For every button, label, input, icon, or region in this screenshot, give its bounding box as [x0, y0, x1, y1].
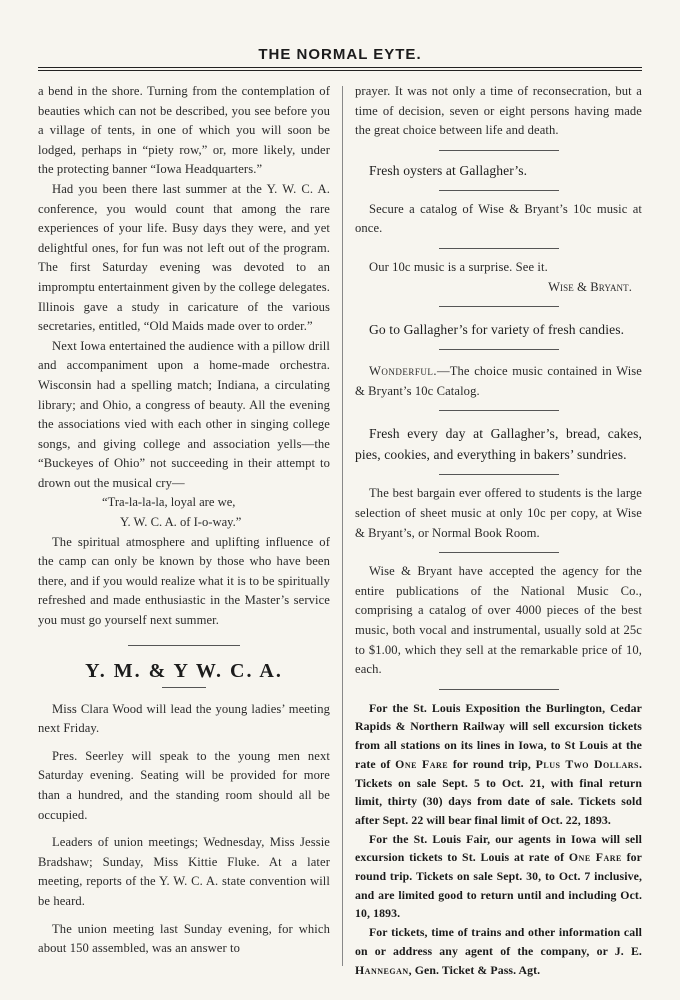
ad-divider — [439, 150, 559, 151]
page-title: THE NORMAL EYTE. — [258, 46, 422, 63]
heading-underline — [162, 687, 206, 688]
ad-divider — [439, 689, 559, 690]
ad-wonderful — [355, 362, 642, 401]
column-divider — [342, 86, 343, 966]
ad-variety: Go to Gallagher’s for variety of fresh candies. — [369, 322, 625, 338]
fare-term: One Fare — [395, 756, 449, 771]
railway-notice — [355, 699, 642, 980]
notice-paragraph: Miss Clara Wood will lead the young ladies’ meeting next Friday. — [38, 701, 330, 736]
notice-paragraph: The union meeting last Sunday evening, for which about 150 assembled, was an answer to — [38, 921, 330, 956]
verse-line: “Tra-la-la-la, loyal are we, — [102, 495, 236, 510]
ad-signature: Wise & Bryant. — [548, 279, 632, 294]
ad-divider — [439, 306, 559, 307]
verse-line: Y. W. C. A. of I-o-way.” — [120, 515, 242, 530]
article-paragraph: Had you been there last summer at the Y. W. C. A. conference, you would count that among the rare experiences of your life. Busy days they were, and yet delightful ones, for fun was not left out of the program. The first Saturday evening was devoted to an impromptu entertainment given by the college delegates. Illinois gave a study in caricature of the various secretaries, entitled, “Old Maids made over to order.” — [38, 181, 330, 334]
left-column — [38, 82, 330, 959]
railway-paragraph — [355, 923, 642, 979]
right-column — [355, 82, 642, 979]
section-heading: Y. M. & Y W. C. A. — [85, 659, 283, 682]
article-paragraph: The spiritual atmosphere and uplifting influence of the camp can only be known by those who have been there, and if you would realize what it is to be spiritually refreshed and made enthusiastic in the Master’s service you must go yourself next summer. — [38, 534, 330, 628]
notice-paragraph: Pres. Seerley will speak to the young men next Saturday evening. Seating will be provided for more than a hundred, and the standing room should all be occupied. — [38, 748, 330, 822]
ad-divider — [439, 410, 559, 411]
ad-catalog: Secure a catalog of Wise & Bryant’s 10c music at once. — [355, 201, 642, 236]
ad-lead-word: Wonderful. — [369, 364, 438, 379]
ad-bargain: The best bargain ever offered to students is the large selection of sheet music at only 10c per copy, at Wise & Bryant’s, or Normal Book Room. — [355, 486, 642, 540]
notice-paragraph: Leaders of union meetings; Wednesday, Miss Jessie Bradshaw; Sunday, Miss Kittie Fluke. At a later meeting, reports of the Y. W. C. A. state convention will be heard. — [38, 835, 330, 908]
ad-divider — [439, 474, 559, 475]
ad-divider — [439, 248, 559, 249]
article-paragraph: Next Iowa entertained the audience with a pillow drill and accompaniment upon a home-made orchestra. Wisconsin had a spelling match; Indiana, a circulating library; and Ohio, a congress of beauty. All the evening the associations vied with each other in singing college songs, and giving college and association yells—the “Buckeyes of Ohio” not succeeding in their attempt to drown out the musical cry— — [38, 338, 330, 490]
text-run: For the St. Louis Fair, our agents in Iowa will sell excursion tickets to St. Louis at rate of — [355, 831, 642, 865]
text-run: For the St. Louis Exposition the Burlington, Cedar Rapids & Northern Railway will sell excursion tickets from all stations on its lines in Iowa, to St Louis at the rate of — [355, 700, 642, 771]
text-run: for round trip, — [448, 756, 536, 771]
fare-term: One Fare — [568, 850, 622, 865]
ad-bread: Fresh every day at Gallagher’s, bread, cakes, pies, cookies, and everything in bakers’ sundries. — [355, 426, 642, 463]
header-rule — [38, 67, 642, 71]
text-run: For tickets, time of trains and other information call on or address any agent of the company, or J. E. — [355, 925, 642, 958]
railway-paragraph — [355, 699, 642, 830]
agent-name: Hannegan — [355, 962, 409, 977]
ad-divider — [439, 190, 559, 191]
text-run: , Gen. Ticket & Pass. Agt. — [408, 962, 541, 977]
text-run: for round trip. Tickets on sale Sept. 30, to Oct. 7 inclusive, and are limited good to return until and including Oct. 10, 1893. — [355, 850, 642, 921]
fare-extra: Plus Two Dollars — [535, 756, 639, 771]
article-paragraph: a bend in the shore. Turning from the contemplation of beauties which can not be described, you see before you a village of tents, in one of which you will soon be lodged, perhaps in “piety row,” or, more likely, under the protecting banner “Iowa Headquarters.” — [38, 84, 330, 177]
ad-oysters: Fresh oysters at Gallagher’s. — [369, 162, 528, 178]
ad-surprise: Our 10c music is a surprise. See it. — [369, 259, 548, 274]
section-divider — [128, 645, 240, 646]
ad-divider — [439, 552, 559, 553]
text-run: . Tickets on sale Sept. 5 to Oct. 21, with final return limit, thirty (30) days from date of sale. Tickets sold after Sept. 22 will bear final limit of Oct. 22, 1893. — [355, 756, 643, 827]
ad-agency: Wise & Bryant have accepted the agency for the entire publications of the National Music Co., comprising a catalog of over 4000 pieces of the best music, both vocal and instrumental, usually sold at 25c to $1.00, which they sell at the remarkable price of 10, each. — [355, 564, 642, 677]
ad-divider — [439, 349, 559, 350]
railway-paragraph — [355, 830, 642, 924]
ad-body: —The choice music contained in Wise & Bryant’s 10c Catalog. — [355, 364, 642, 398]
article-continuation: prayer. It was not only a time of reconsecration, but a time of decision, seven or eight persons having made the great choice between life and death. — [355, 84, 642, 138]
